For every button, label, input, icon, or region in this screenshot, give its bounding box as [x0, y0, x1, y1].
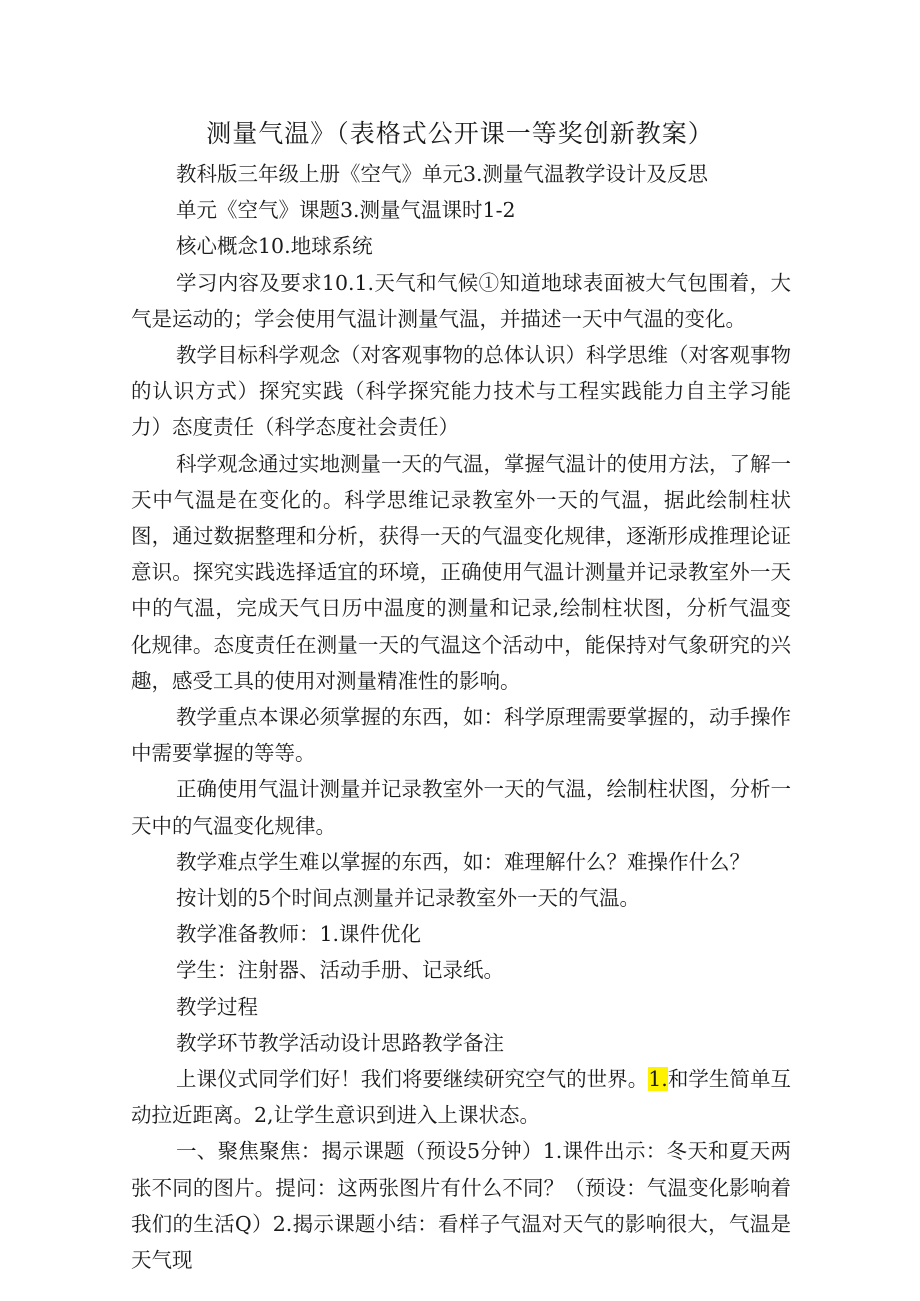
paragraph-core-concept: 核心概念10.地球系统 [176, 234, 373, 259]
paragraph-prep-teacher: 教学准备教师：1.课件优化 [176, 922, 422, 947]
paragraph-textbook-info: 教科版三年级上册《空气》单元3.测量气温教学设计及反思 [176, 162, 709, 186]
paragraph-focus-section: 一、聚焦聚焦：揭示课题（预设5分钟）1.课件出示：冬天和夏天两张不同的图片。提问：这两张图片有什么不同？（预设：气温变化影响着我们的生活Q）2.揭示课题小结：看样子气温对天气的影响很大，气温是天气现 [131, 1139, 791, 1273]
paragraph-key-points-detail: 正确使用气温计测量并记录教室外一天的气温，绘制柱状图，分析一天中的气温变化规律。 [131, 777, 791, 838]
paragraph-goal-details: 科学观念通过实地测量一天的气温，掌握气温计的使用方法，了解一天中气温是在变化的。科学思维记录教室外一天的气温，据此绘制柱状图，通过数据整理和分析，获得一天的气温变化规律，逐渐形成推理论证意识。探究实践选择适宜的环境，正确使用气温计测量并记录教室外一天中的气温，完成天气日历中温度的测量和记录,绘制柱状图，分析气温变化规律。态度责任在测量一天的气温这个活动中，能保持对气象研究的兴趣，感受工具的使用对测量精准性的影响。 [131, 451, 791, 693]
ritual-text-after: 和学生简单互动拉近距离。2,让学生意识到进入上课状态。 [131, 1067, 792, 1128]
paragraph-difficulties: 教学难点学生难以掌握的东西，如：难理解什么？难操作什么？ [176, 849, 750, 874]
paragraph-key-points: 教学重点本课必须掌握的东西，如：科学原理需要掌握的，动手操作中需要掌握的等等。 [131, 705, 791, 766]
highlighted-text: 1. [648, 1067, 668, 1092]
ritual-text-before: 上课仪式同学们好！我们将要继续研究空气的世界。 [176, 1067, 649, 1092]
document-body [131, 156, 791, 1278]
paragraph-teaching-goals: 教学目标科学观念（对客观事物的总体认识）科学思维（对客观事物的认识方式）探究实践（科学探究能力技术与工程实践能力自主学习能力）态度责任（科学态度社会责任） [131, 343, 791, 440]
paragraph-difficulties-detail: 按计划的5个时间点测量并记录教室外一天的气温。 [176, 886, 641, 911]
paragraph-class-ritual [131, 1061, 791, 1133]
document-title: 测量气温》（表格式公开课一等奖创新教案） [206, 119, 714, 148]
paragraph-prep-student: 学生：注射器、活动手册、记录纸。 [176, 958, 504, 983]
paragraph-learning-content: 学习内容及要求10.1.天气和气候①知道地球表面被大气包围着，大气是运动的；学会使用气温计测量气温，并描述一天中气温的变化。 [131, 270, 791, 331]
paragraph-process-heading: 教学过程 [176, 994, 258, 1019]
paragraph-table-header: 教学环节教学活动设计思路教学备注 [176, 1030, 504, 1055]
paragraph-unit-lesson: 单元《空气》课题3.测量气温课时1-2 [176, 198, 516, 223]
